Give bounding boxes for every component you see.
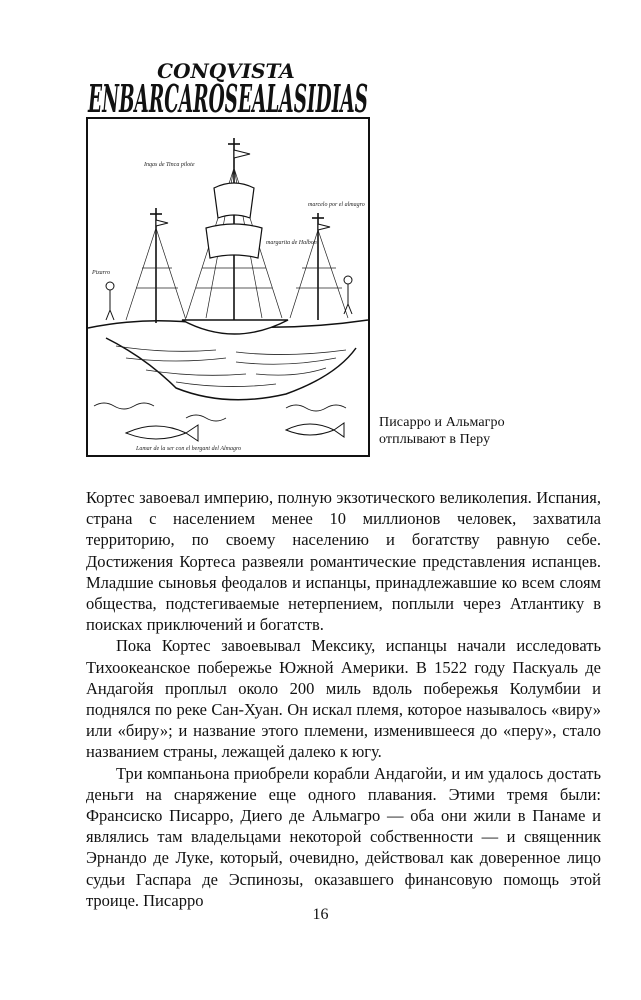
paragraph-1: Кортес завоевал империю, полную экзотического великолепия. Испания, страна с населением менее 10 миллионов человек, захватила территорию, по своему населению и богатству равную себе. Достижения Кортеса развеяли романтические представления испанцев. Младшие сыновья феодалов и испанцы, принадлежавшие ко всем слоям общества, подстегиваемые нетерпением, поплыли через Атлантику в поисках приключений и богатств. [86,488,601,635]
page-number: 16 [312,906,329,923]
paragraph-2: Пока Кортес завоевывал Мексику, испанцы начали исследовать Тихоокеанское побережье Южной Америки. В 1522 году Паскуаль де Андагойя проплыл около 200 миль вдоль побережья Колумбии и поднялся по реке Сан-Хуан. Он искал племя, которое называлось «виру» или «биру»; и название этого племени, изменившееся до «перу», стало названием страны, лежащей далеко к югу. [86,636,601,762]
illustration-label-left: Inqas de Tinca pilote [144,162,195,168]
body-text [86,487,601,911]
ship-illustration [86,58,370,458]
caption-line-1: Писарро и Альмагро [379,415,505,430]
illustration-label-far-left: Pizarro [92,270,111,276]
illustration-label-right: marcelo por el almagro [308,202,365,208]
illustration-title-main: ENBARCAROSEALASIDIAS [87,76,369,121]
ship-drawing [86,58,370,458]
caption-line-2: отплывают в Перу [379,432,491,447]
illustration-title-top: CONQVISTA [157,59,295,83]
illustration-bottom-script: Lamar de la ser con el bergant del Almagro [136,446,242,452]
figure-caption [379,414,579,448]
illustration-label-mid: margarita de Halbon [266,240,317,246]
paragraph-3: Три компаньона приобрели корабли Андагойи, и им удалось достать деньги на снаряжение еще одного плавания. Этими тремя были: Франсиско Писарро, Диего де Альмагро — оба они жили в Панаме и являлись там владельцами некоторой собственности — и священник Эрнандо де Луке, который, очевидно, действовал как доверенное лицо судьи Гаспара де Эспинозы, оказавшего финансовую помощь этой троице. Писарро [86,763,601,910]
